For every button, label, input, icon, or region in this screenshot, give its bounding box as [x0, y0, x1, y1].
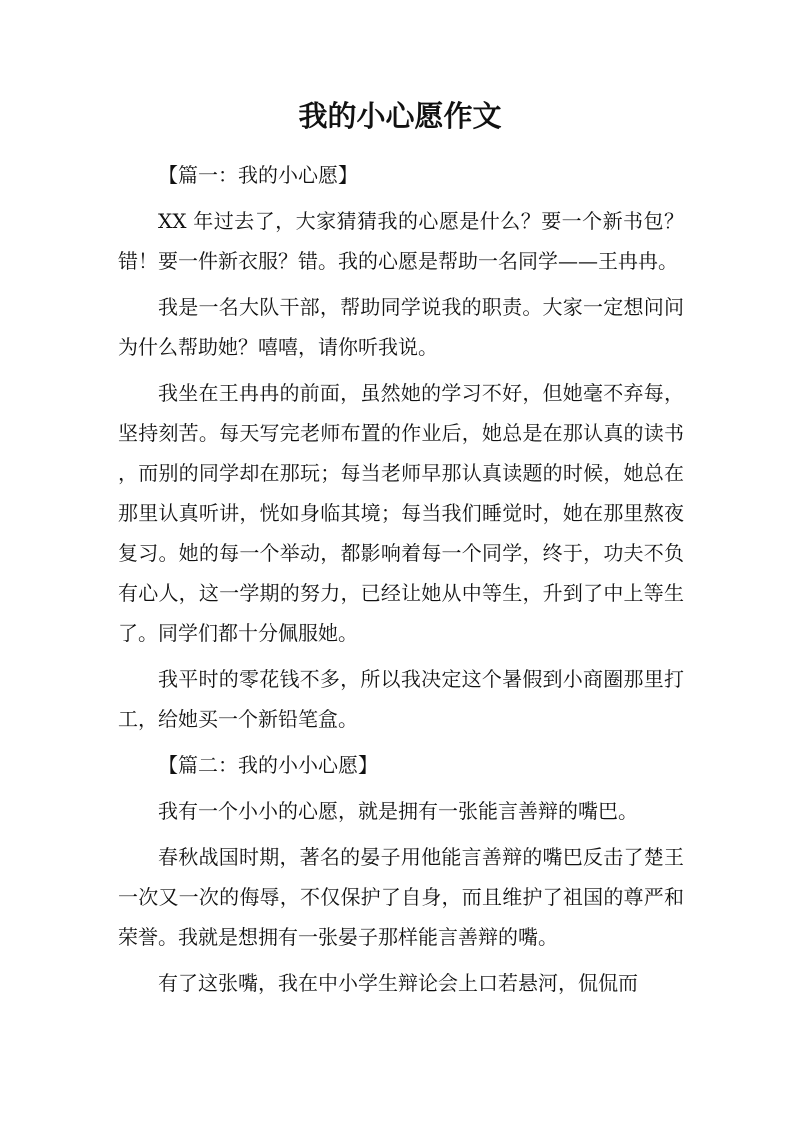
- paragraph: 我平时的零花钱不多，所以我决定这个暑假到小商圈那里打工，给她买一个新铅笔盒。: [118, 667, 684, 731]
- paragraph: 有了这张嘴，我在中小学生辩论会上口若悬河，侃侃而: [158, 971, 638, 995]
- paragraph: 春秋战国时期，著名的晏子用他能言善辩的嘴巴反击了楚王一次又一次的侮辱，不仅保护了自身，而且维护了祖国的尊严和荣誉。我就是想拥有一张晏子那样能言善辩的嘴。: [118, 845, 684, 949]
- section-heading-2: 【篇二：我的小小心愿】: [158, 753, 378, 777]
- paragraph: 我坐在王冉冉的前面，虽然她的学习不好，但她毫不弃每，坚持刻苦。每天写完老师布置的作业后，她总是在那认真的读书，而别的同学却在那玩；每当老师早那认真读题的时候，她总在那里认真听讲，恍如身临其境；每当我们睡觉时，她在那里熬夜复习。她的每一个举动，都影响着每一个同学，终于，功夫不负有心人，这一学期的努力，已经让她从中等生，升到了中上等生了。同学们都十分佩服她。: [118, 381, 684, 645]
- paragraph: 我有一个小小的心愿，就是拥有一张能言善辩的嘴巴。: [158, 799, 638, 823]
- paragraph: 我是一名大队干部，帮助同学说我的职责。大家一定想问问为什么帮助她？嘻嘻，请你听我说。: [118, 295, 684, 359]
- paragraph: XX 年过去了，大家猜猜我的心愿是什么？要一个新书包？错！要一件新衣服？错。我的心愿是帮助一名同学——王冉冉。: [118, 209, 684, 273]
- document-title: 我的小心愿作文: [298, 99, 502, 133]
- document-body: [118, 155, 684, 1009]
- section-heading-1: 【篇一：我的小心愿】: [158, 163, 358, 187]
